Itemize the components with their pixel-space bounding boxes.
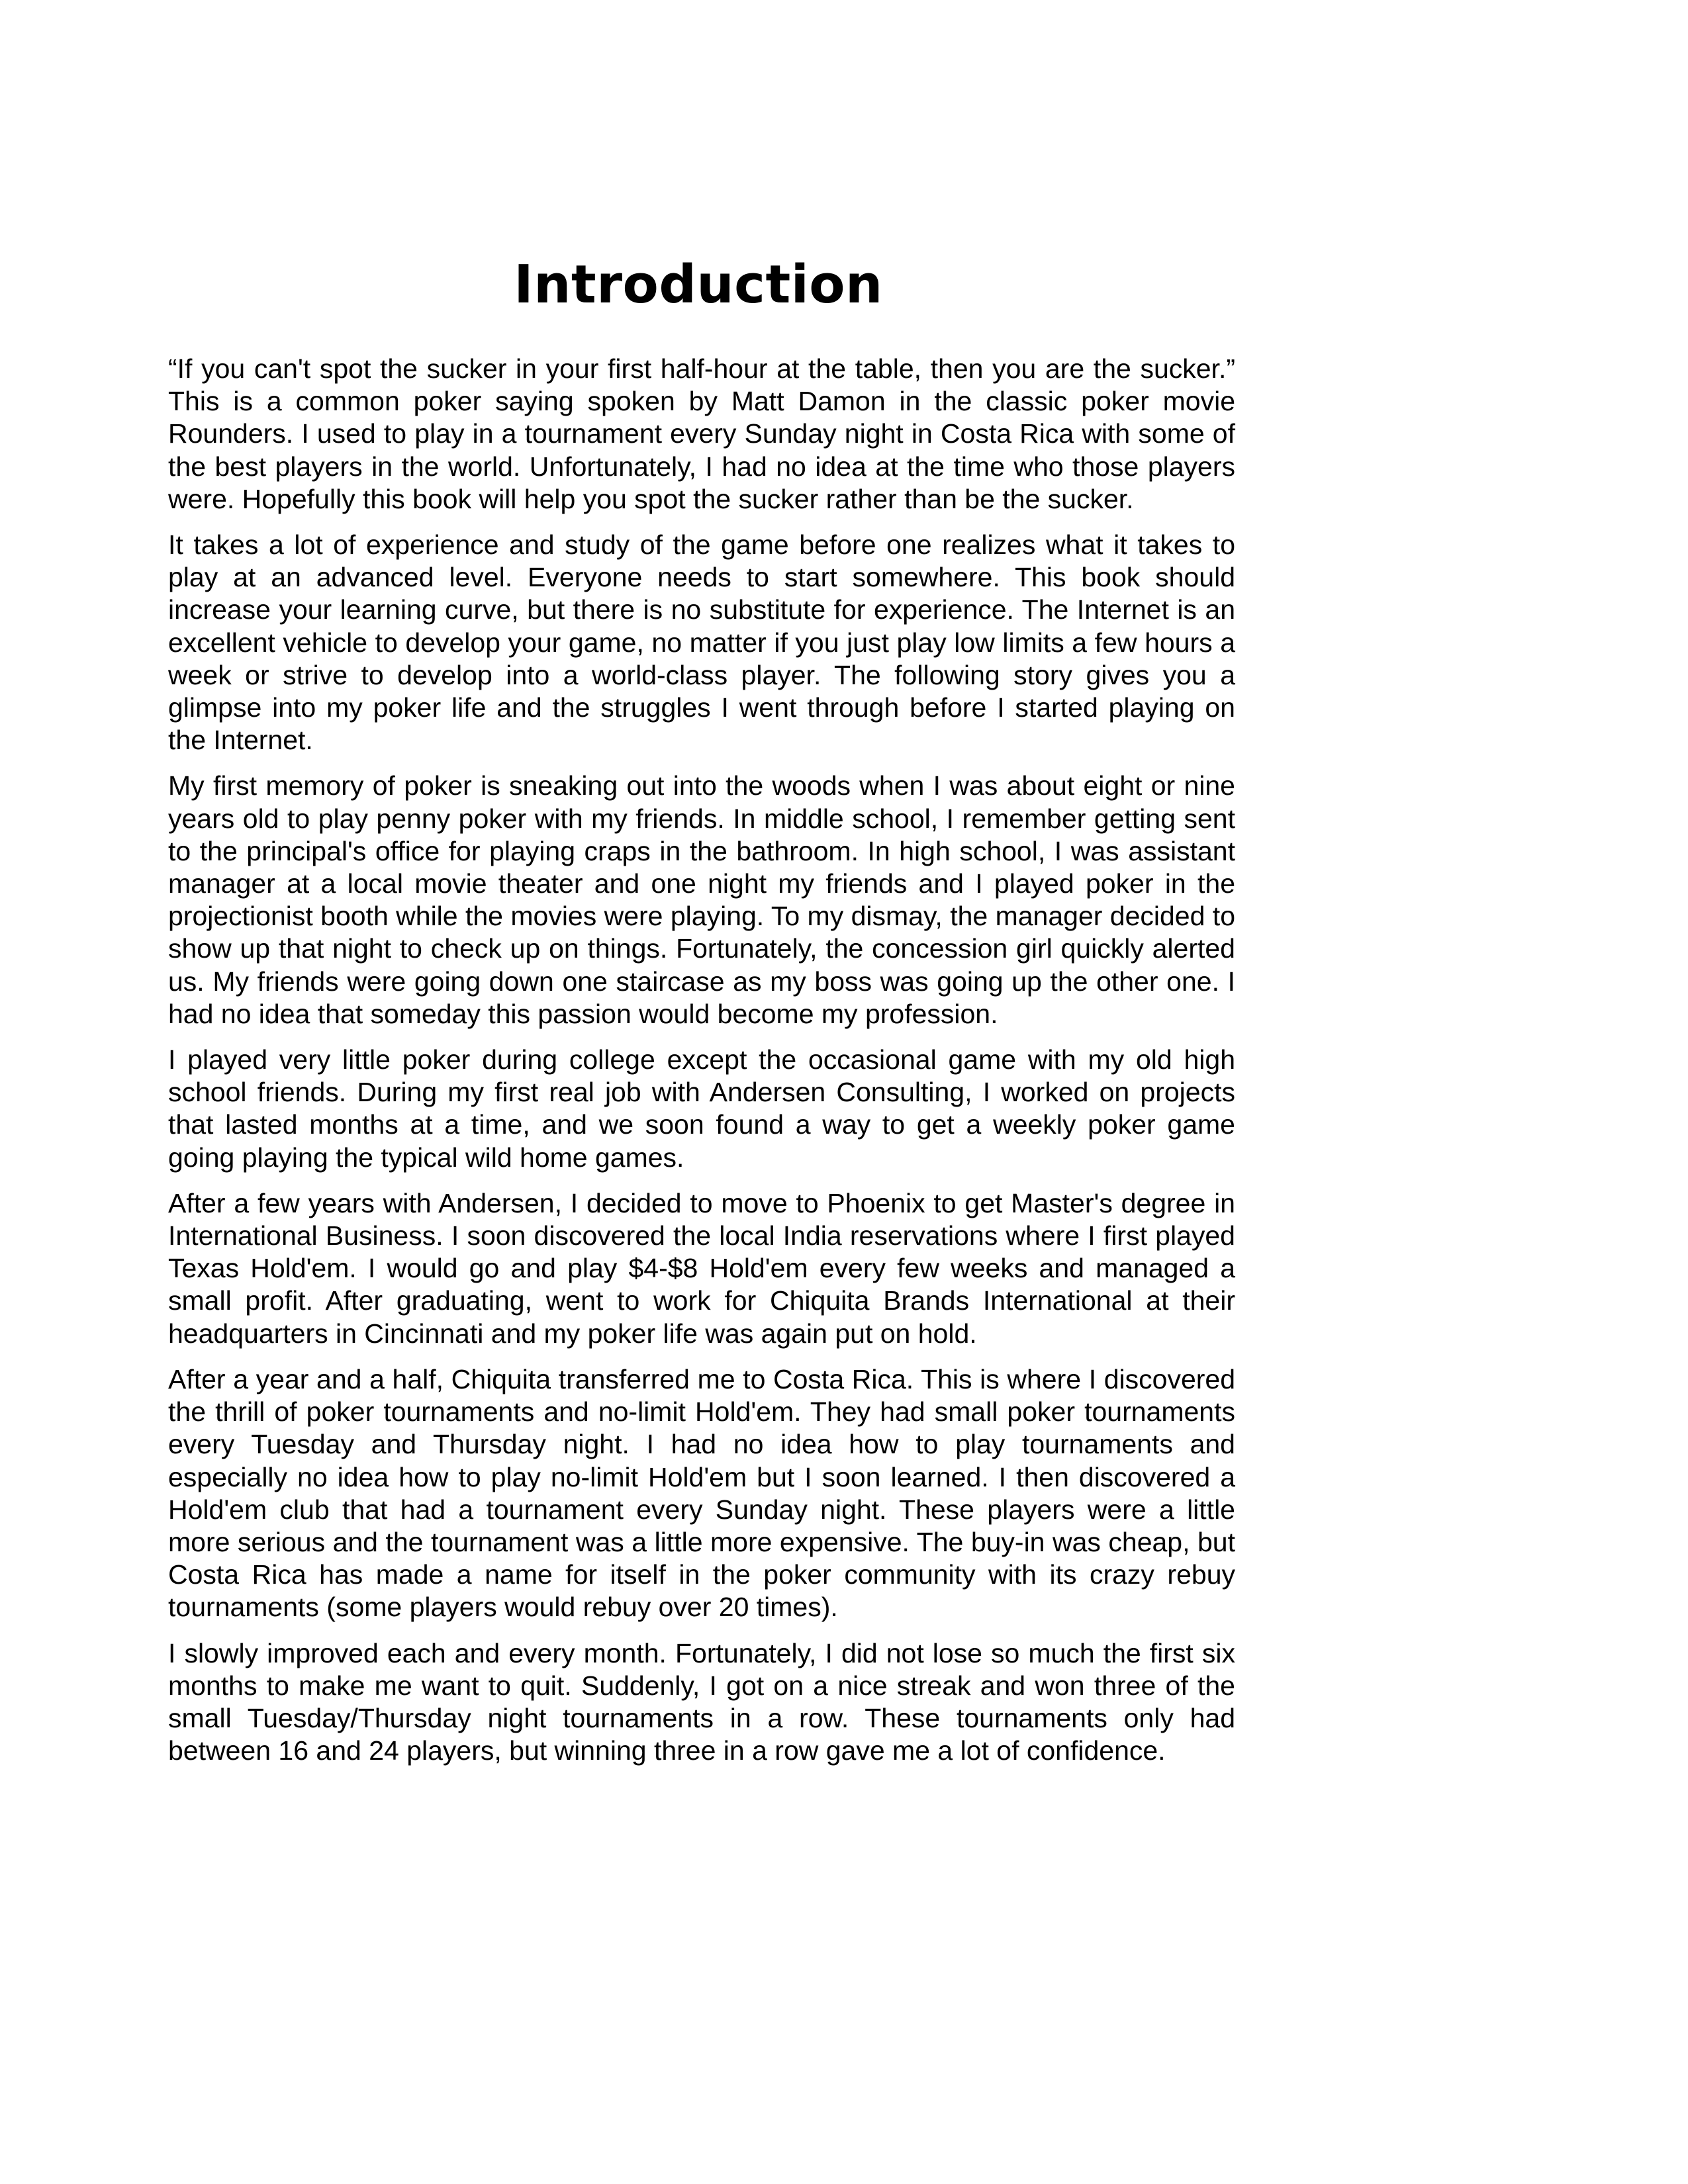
paragraph: “If you can't spot the sucker in your first half-hour at the table, then you are the sucker.” This is a common poker saying spoken by Matt Damon in the classic poker movie Rounders. I used to play in a tournament every Sunday night in Costa Rica with some of the best players in the world. Unfortunately, I had no idea at the time who those players were. Hopefully this book will help you spot the sucker rather than be the sucker. — [168, 353, 1235, 514]
paragraph: It takes a lot of experience and study of the game before one realizes what it takes to play at an advanced level. Everyone needs to start somewhere. This book should increase your learning curve, but there is no substitute for experience. The Internet is an excellent vehicle to develop your game, no matter if you just play low limits a few hours a week or strive to develop into a world-class player. The following story gives you a glimpse into my poker life and the struggles I went through before I started playing on the Internet. — [168, 529, 1235, 756]
paragraph: My first memory of poker is sneaking out into the woods when I was about eight or nine years old to play penny poker with my friends. In middle school, I remember getting sent to the principal's office for playing craps in the bathroom. In high school, I was assistant manager at a local movie theater and one night my friends and I played poker in the projectionist booth while the movies were playing. To my dismay, the manager decided to show up that night to check up on things. Fortunately, the concession girl quickly alerted us. My friends were going down one staircase as my boss was going up the other one. I had no idea that someday this passion would become my profession. — [168, 770, 1235, 1029]
page-title: Introduction — [514, 254, 883, 315]
paragraph: I slowly improved each and every month. Fortunately, I did not lose so much the first six months to make me want to quit. Suddenly, I got on a nice streak and won three of the small Tuesday/Thursday night tournaments in a row. These tournaments only had between 16 and 24 players, but winning three in a row gave me a lot of confidence. — [168, 1637, 1235, 1766]
paragraph: I played very little poker during college except the occasional game with my old high school friends. During my first real job with Andersen Consulting, I worked on projects that lasted months at a time, and we soon found a way to get a weekly poker game going playing the typical wild home games. — [168, 1044, 1235, 1173]
body-text — [168, 353, 1235, 1780]
paragraph: After a year and a half, Chiquita transferred me to Costa Rica. This is where I discovered the thrill of poker tournaments and no-limit Hold'em. They had small poker tournaments every Tuesday and Thursday night. I had no idea how to play tournaments and especially no idea how to play no-limit Hold'em but I soon learned. I then discovered a Hold'em club that had a tournament every Sunday night. These players were a little more serious and the tournament was a little more expensive. The buy-in was cheap, but Costa Rica has made a name for itself in the poker community with its crazy rebuy tournaments (some players would rebuy over 20 times). — [168, 1363, 1235, 1623]
paragraph: After a few years with Andersen, I decided to move to Phoenix to get Master's degree in International Business. I soon discovered the local India reservations where I first played Texas Hold'em. I would go and play $4-$8 Hold'em every few weeks and managed a small profit. After graduating, went to work for Chiquita Brands International at their headquarters in Cincinnati and my poker life was again put on hold. — [168, 1187, 1235, 1349]
